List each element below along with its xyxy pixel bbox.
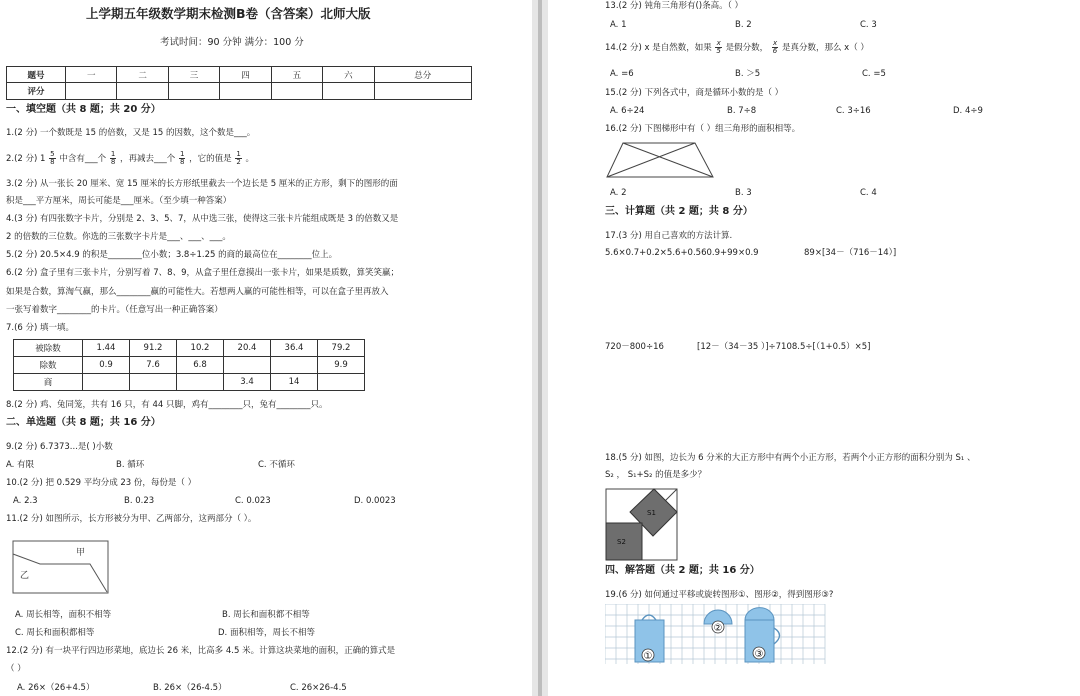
q13-option-b: B. 2 xyxy=(735,20,752,30)
fraction xyxy=(110,151,116,166)
q14-option-b: B. ＞5 xyxy=(735,69,761,79)
question-16: 16.(2 分) 下图梯形中有（ ）组三角形的面积相等。 xyxy=(605,124,801,134)
q17-expression-3: 720－800÷16 xyxy=(605,342,664,352)
trapezoid-outline xyxy=(607,143,713,177)
q14-option-a: A. =6 xyxy=(610,69,634,79)
q15-option-a: A. 6÷24 xyxy=(610,106,645,116)
trapezoid-diagonal xyxy=(623,143,713,177)
label-jia: 甲 xyxy=(76,548,86,558)
score-header-cell: 一 xyxy=(66,67,117,83)
section-2-heading: 二、单选题（共 8 题；共 16 分） xyxy=(6,417,161,428)
table-cell: 36.4 xyxy=(271,340,318,357)
question-17: 17.(3 分) 用自己喜欢的方法计算. xyxy=(605,231,733,241)
question-6-line-3: 一张写着数字________的卡片。（任意写出一种正确答案） xyxy=(6,305,223,315)
score-header-cell: 六 xyxy=(323,67,374,83)
q10-option-c: C. 0.023 xyxy=(235,496,271,506)
score-table xyxy=(6,66,472,100)
label-3: ③ xyxy=(754,649,764,660)
question-2 xyxy=(6,150,254,168)
question-18-line-2: S₂ ， S₁+S₂ 的值是多少？ xyxy=(605,470,707,480)
question-6-line-2: 如果是合数，算淘气赢，那么________赢的可能性大。若想两人赢的可能性相等，可以在盒子里再放入 xyxy=(6,287,389,297)
question-8: 8.(2 分) 鸡、兔同笼，共有 16 只，有 44 只脚，鸡有________只，兔有________只。 xyxy=(6,400,328,410)
q2-text-c: ，再减去___个 xyxy=(119,154,176,164)
q15-option-b: B. 7÷8 xyxy=(727,106,757,116)
fraction-denominator: 6 xyxy=(772,47,778,55)
q2-text-b: 中含有___个 xyxy=(59,154,107,164)
question-1: 1.(2 分) 一个数既是 15 的倍数，又是 15 的因数，这个数是___。 xyxy=(6,128,256,138)
q10-option-b: B. 0.23 xyxy=(124,496,155,506)
table-cell: 9.9 xyxy=(318,357,365,374)
score-header-cell: 总分 xyxy=(374,67,471,83)
section-4-heading: 四、解答题（共 2 题；共 16 分） xyxy=(605,565,760,576)
fraction-denominator: 5 xyxy=(716,47,721,55)
q13-option-c: C. 3 xyxy=(860,20,877,30)
table-cell: 除数 xyxy=(14,357,83,374)
q12-option-a: A. 26×（26+4.5） xyxy=(17,683,95,693)
fraction-denominator: 8 xyxy=(50,158,55,166)
question-9: 9.(2 分) 6.7373...是( )小数 xyxy=(6,442,113,452)
table-cell: 20.4 xyxy=(224,340,271,357)
page-edge xyxy=(538,0,542,696)
table-cell xyxy=(271,357,318,374)
question-5: 5.(2 分) 20.5×4.9 的积是________位小数；3.8÷1.25 的商的最高位在________位上。 xyxy=(6,250,338,260)
q14-text-b: 是假分数， xyxy=(725,43,769,53)
q15-option-c: C. 3÷16 xyxy=(836,106,871,116)
q16-option-c: C. 4 xyxy=(860,188,877,198)
score-cell xyxy=(117,83,168,100)
table-cell xyxy=(224,357,271,374)
page-right xyxy=(548,0,1080,696)
q10-option-a: A. 2.3 xyxy=(13,496,38,506)
question-3-line-1: 3.(2 分) 从一张长 20 厘米、宽 15 厘米的长方形纸里截去一个边长是 5 厘米的正方形，剩下的图形的面 xyxy=(6,179,398,189)
score-header-cell: 四 xyxy=(220,67,271,83)
question-11: 11.(2 分) 如图所示，长方形被分为甲、乙两部分，这两部分（ ）。 xyxy=(6,514,257,524)
q11-option-b: B. 周长和面积都不相等 xyxy=(222,610,310,620)
table-cell: 91.2 xyxy=(130,340,177,357)
exam-info: 考试时间：90 分钟 满分：100 分 xyxy=(160,37,304,48)
fraction xyxy=(715,40,721,55)
score-table-header xyxy=(7,67,472,83)
q15-option-d: D. 4÷9 xyxy=(953,106,983,116)
q16-option-a: A. 2 xyxy=(610,188,627,198)
question-4-line-2: 2 的倍数的三位数。你选的三张数字卡片是___、___、___。 xyxy=(6,232,231,242)
question-13: 13.(2 分) 钝角三角形有()条高。（ ） xyxy=(605,1,744,11)
table-cell xyxy=(83,374,130,391)
page-left xyxy=(0,0,532,696)
score-cell xyxy=(271,83,322,100)
q10-option-d: D. 0.0023 xyxy=(354,496,396,506)
q2-text-e: 。 xyxy=(245,154,255,164)
question-14 xyxy=(605,38,869,58)
score-cell xyxy=(374,83,471,100)
score-row-label: 评分 xyxy=(7,83,66,100)
score-header-cell: 五 xyxy=(271,67,322,83)
table-cell: 79.2 xyxy=(318,340,365,357)
division-table xyxy=(13,339,365,391)
table-cell xyxy=(318,374,365,391)
table-cell: 10.2 xyxy=(177,340,224,357)
exam-title: 上学期五年级数学期末检测B卷（含答案）北师大版 xyxy=(86,6,371,21)
q14-option-c: C. =5 xyxy=(862,69,886,79)
fraction-numerator: 1 xyxy=(110,150,116,158)
question-19: 19.(6 分) 如何通过平移或旋转图形①、图形②，得到图形③? xyxy=(605,590,834,600)
table-cell xyxy=(177,374,224,391)
score-cell xyxy=(323,83,374,100)
fraction-numerator: 1 xyxy=(179,150,185,158)
q11-option-d: D. 面积相等，周长不相等 xyxy=(218,628,315,638)
question-6-line-1: 6.(2 分) 盒子里有三张卡片，分别写着 7、8、9，从盒子里任意摸出一张卡片，如果是质数，算笑笑赢； xyxy=(6,268,399,278)
q9-option-a: A. 有限 xyxy=(6,460,35,470)
q9-option-c: C. 不循环 xyxy=(258,460,295,470)
question-18-line-1: 18.(5 分) 如图，边长为 6 分米的大正方形中有两个小正方形，若两个小正方形的面积分别为 S₁ 、 xyxy=(605,453,976,463)
q16-option-b: B. 3 xyxy=(735,188,752,198)
q17-expression-1: 5.6×0.7+0.2×5.6+0.560.9+99×0.9 xyxy=(605,248,759,258)
table-cell: 6.8 xyxy=(177,357,224,374)
fraction-numerator: 1 xyxy=(236,150,241,158)
fraction-denominator: 8 xyxy=(179,158,185,166)
q11-option-c: C. 周长和面积都相等 xyxy=(15,628,95,638)
table-cell: 7.6 xyxy=(130,357,177,374)
shape-3-handle xyxy=(774,628,780,644)
table-cell: 0.9 xyxy=(83,357,130,374)
fraction xyxy=(49,151,55,166)
table-cell: 被除数 xyxy=(14,340,83,357)
q17-expression-2: 89×[34－（716－14）] xyxy=(804,248,897,258)
table-cell: 商 xyxy=(14,374,83,391)
section-3-heading: 三、计算题（共 2 题；共 8 分） xyxy=(605,206,753,217)
fraction-denominator: 8 xyxy=(110,158,116,166)
q11-rectangle-figure xyxy=(12,540,110,596)
q12-option-c: C. 26×26-4.5 xyxy=(290,683,347,693)
table-cell: 14 xyxy=(271,374,318,391)
score-cell xyxy=(66,83,117,100)
fraction xyxy=(772,40,778,55)
fraction xyxy=(179,151,185,166)
question-10: 10.(2 分) 把 0.529 平均分成 23 份，每份是（ ） xyxy=(6,478,197,488)
question-7: 7.(6 分) 填一填。 xyxy=(6,323,75,333)
q16-trapezoid-figure xyxy=(605,141,715,179)
table-row xyxy=(14,340,365,357)
table-cell: 3.4 xyxy=(224,374,271,391)
score-cell xyxy=(220,83,271,100)
q14-text-a: 14.(2 分) x 是自然数，如果 xyxy=(605,43,712,53)
q17-expression-4: [12－（34－35 ）]÷7108.5÷[（1+0.5）×5] xyxy=(697,342,871,352)
page-gutter xyxy=(532,0,548,696)
score-header-cell: 题号 xyxy=(7,67,66,83)
q13-option-a: A. 1 xyxy=(610,20,627,30)
rectangle-outline xyxy=(13,541,108,593)
q2-text-d: ，它的值是 xyxy=(189,154,232,164)
q11-option-a: A. 周长相等，面积不相等 xyxy=(15,610,112,620)
label-s2: S2 xyxy=(617,538,626,546)
score-header-cell: 三 xyxy=(168,67,219,83)
q12-option-b: B. 26×（26-4.5） xyxy=(153,683,227,693)
question-12-line-2: （ ） xyxy=(6,664,26,674)
q14-text-c: 是真分数，那么 x（ ） xyxy=(781,43,869,53)
fraction-numerator: x xyxy=(772,39,778,47)
question-3-line-2: 积是___平方厘米，周长可能是___厘米。（至少填一种答案） xyxy=(6,196,232,206)
score-table-row xyxy=(7,83,472,100)
question-15: 15.(2 分) 下列各式中，商是循环小数的是（ ） xyxy=(605,88,784,98)
score-header-cell: 二 xyxy=(117,67,168,83)
label-yi: 乙 xyxy=(20,571,30,581)
label-s1: S1 xyxy=(647,509,656,517)
q18-square-figure xyxy=(605,488,679,562)
q2-text-a: 2.(2 分) 1 xyxy=(6,154,46,164)
question-12-line-1: 12.(2 分) 有一块平行四边形菜地，底边长 26 米，比高多 4.5 米。计算这块菜地的面积，正确的算式是 xyxy=(6,646,396,656)
score-cell xyxy=(168,83,219,100)
table-cell: 1.44 xyxy=(83,340,130,357)
label-2: ② xyxy=(713,623,723,634)
q19-grid-figure xyxy=(605,604,829,666)
table-cell xyxy=(130,374,177,391)
fraction xyxy=(235,151,241,166)
question-4-line-1: 4.(3 分) 有四张数字卡片，分别是 2、3、5、7，从中选三张，使得这三张卡片能组成既是 3 的倍数又是 xyxy=(6,214,399,224)
table-row xyxy=(14,357,365,374)
fraction-numerator: 5 xyxy=(50,150,55,158)
table-row xyxy=(14,374,365,391)
fraction-denominator: 2 xyxy=(236,158,241,166)
section-1-heading: 一、填空题（共 8 题；共 20 分） xyxy=(6,104,161,115)
fraction-numerator: x xyxy=(716,39,721,47)
label-1: ① xyxy=(643,651,653,662)
q9-option-b: B. 循环 xyxy=(116,460,145,470)
